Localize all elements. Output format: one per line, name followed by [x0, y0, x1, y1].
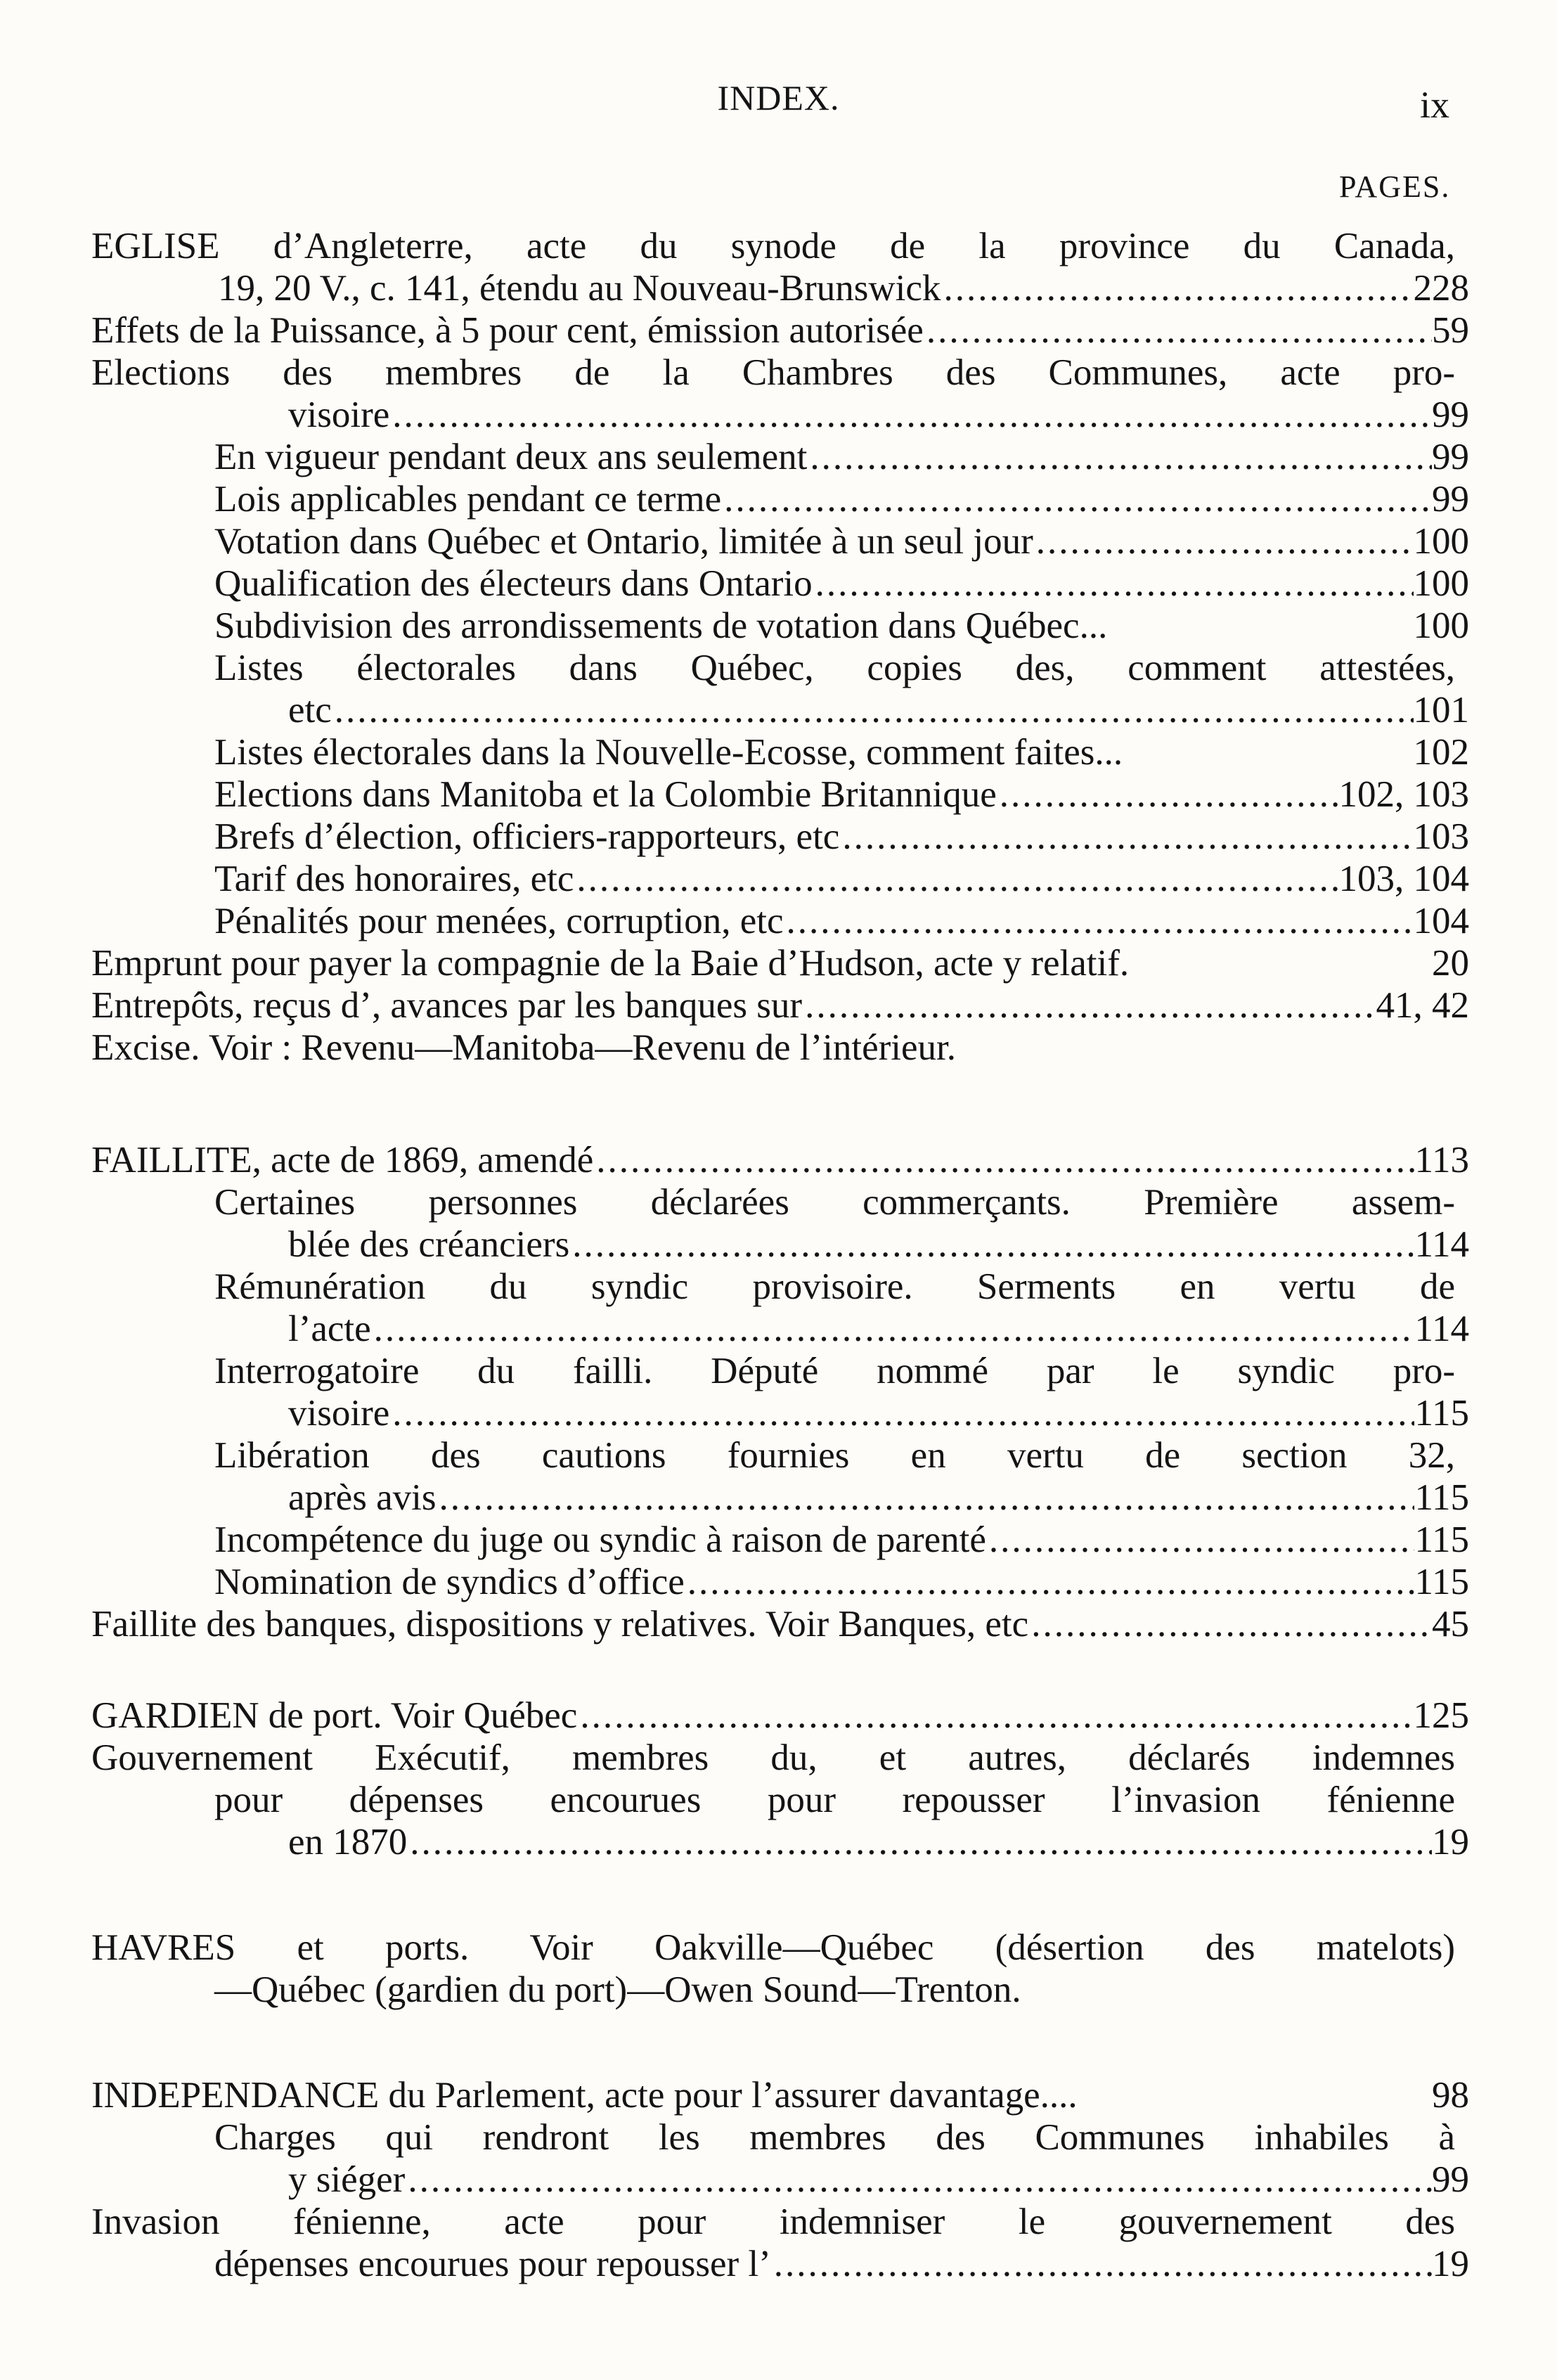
dot-leader — [392, 394, 1432, 436]
dot-leader — [374, 1308, 1415, 1350]
index-entry-text: l’acte — [288, 1308, 371, 1349]
dot-leader — [810, 436, 1432, 478]
index-line — [218, 267, 1469, 309]
index-entry-text: Listes électorales dans la Nouvelle-Ecosse, comment faites... — [214, 732, 1123, 773]
page-reference: 114 — [1414, 1224, 1469, 1265]
index-entry-text: EGLISE d’Angleterre, acte du synode de la province du Canada, — [91, 226, 1455, 266]
index-line — [91, 1694, 1469, 1737]
pages-column-heading: PAGES. — [1339, 169, 1451, 204]
dot-leader — [1031, 1603, 1432, 1645]
page-reference: 103, 104 — [1338, 858, 1469, 899]
index-line — [214, 773, 1469, 816]
page-reference: 99 — [1432, 479, 1469, 520]
dot-leader — [572, 1223, 1414, 1266]
index-line — [288, 1392, 1469, 1434]
page-reference: 104 — [1413, 901, 1469, 941]
index-line — [214, 2116, 1455, 2159]
index-entry-text: Elections des membres de la Chambres des Communes, acte pro- — [91, 352, 1455, 393]
index-entry-text: dépenses encourues pour repousser l’ — [214, 2244, 771, 2284]
index-entry-text: Entrepôts, reçus d’, avances par les banques sur — [91, 985, 803, 1026]
page-number: ix — [1420, 84, 1450, 126]
index-line — [214, 1969, 1469, 2011]
index-entry-text: 19, 20 V., c. 141, étendu au Nouveau-Brunswick — [218, 268, 941, 309]
dot-leader — [805, 984, 1376, 1027]
dot-leader — [1036, 520, 1414, 562]
index-entry-text: en 1870 — [288, 1822, 408, 1863]
index-line — [214, 1266, 1455, 1308]
page-reference: 101 — [1413, 690, 1469, 731]
page-reference: 114 — [1414, 1308, 1469, 1349]
dot-leader — [926, 309, 1432, 352]
page-reference: 100 — [1413, 605, 1469, 646]
index-line — [214, 1434, 1455, 1477]
index-entry-text: Listes électorales dans Québec, copies des, comment attestées, — [214, 648, 1455, 688]
index-line — [214, 900, 1469, 942]
index-entry-text: Brefs d’élection, officiers-rapporteurs, etc — [214, 816, 840, 857]
index-line — [91, 1139, 1469, 1181]
index-line — [288, 1223, 1469, 1266]
index-entry-text: etc — [288, 690, 332, 731]
index-line — [288, 1477, 1469, 1519]
index-entry-text: y siéger — [288, 2159, 406, 2200]
index-line — [214, 647, 1455, 689]
index-entry-text: Effets de la Puissance, à 5 pour cent, émission autorisée — [91, 310, 924, 351]
index-line — [91, 225, 1455, 267]
index-entry-text: Nomination de syndics d’office — [214, 1562, 685, 1602]
index-entry-text: Rémunération du syndic provisoire. Serments en vertu de — [214, 1266, 1455, 1307]
dot-leader — [815, 562, 1414, 605]
index-entry-text: visoire — [288, 1393, 390, 1434]
page-reference: 99 — [1432, 437, 1469, 477]
page-reference: 59 — [1432, 310, 1469, 351]
index-entry-text: Excise. Voir : Revenu—Manitoba—Revenu de l’intérieur. — [91, 1027, 957, 1068]
dot-leader — [943, 267, 1413, 309]
dot-leader — [580, 1694, 1413, 1737]
index-entry-text: Tarif des honoraires, etc — [214, 858, 574, 899]
page-reference: 228 — [1413, 268, 1469, 309]
index-line — [288, 689, 1469, 731]
index-line — [214, 1561, 1469, 1603]
index-entry-text: FAILLITE, acte de 1869, amendé — [91, 1140, 594, 1181]
index-line — [214, 1350, 1455, 1392]
index-line — [214, 436, 1469, 478]
index-line — [91, 984, 1469, 1027]
page-reference: 99 — [1432, 394, 1469, 435]
index-entry-text: Lois applicables pendant ce terme — [214, 479, 722, 520]
page-reference: 115 — [1414, 1519, 1469, 1560]
index-entry-text: blée des créanciers — [288, 1224, 570, 1265]
index-entry-text: —Québec (gardien du port)—Owen Sound—Trenton. — [214, 1969, 1021, 2010]
index-entry-text: HAVRES et ports. Voir Oakville—Québec (désertion des matelots) — [91, 1927, 1455, 1968]
index-line — [214, 858, 1469, 900]
index-line — [288, 1821, 1469, 1863]
page-reference: 125 — [1413, 1695, 1469, 1736]
index-line — [214, 478, 1469, 520]
index-line — [91, 2201, 1455, 2243]
page-reference: 99 — [1432, 2159, 1469, 2200]
index-entry-text: INDEPENDANCE du Parlement, acte pour l’assurer davantage.... — [91, 2075, 1078, 2116]
index-line — [91, 942, 1469, 984]
index-entry-text: Faillite des banques, dispositions y relatives. Voir Banques, etc — [91, 1604, 1029, 1645]
dot-leader — [842, 816, 1413, 858]
dot-leader — [687, 1561, 1415, 1603]
index-entry-text: Votation dans Québec et Ontario, limitée à un seul jour — [214, 521, 1033, 562]
dot-leader — [1000, 773, 1339, 816]
page-reference: 45 — [1432, 1604, 1469, 1645]
index-line — [214, 1519, 1469, 1561]
index-entry-text: Qualification des électeurs dans Ontario — [214, 563, 813, 604]
index-line — [91, 1737, 1455, 1779]
index-entry-text: En vigueur pendant deux ans seulement — [214, 437, 808, 477]
index-line — [214, 731, 1469, 773]
index-entry-text: après avis — [288, 1477, 437, 1518]
index-line — [288, 2159, 1469, 2201]
index-line — [91, 2074, 1469, 2116]
dot-leader — [576, 858, 1338, 900]
page-reference: 20 — [1432, 943, 1469, 984]
index-entry-text: GARDIEN de port. Voir Québec — [91, 1695, 578, 1736]
index-line — [214, 562, 1469, 605]
index-line — [214, 605, 1469, 647]
page-reference: 115 — [1414, 1562, 1469, 1602]
index-line — [214, 2243, 1469, 2285]
index-line — [91, 352, 1455, 394]
index-line — [288, 1308, 1469, 1350]
index-entry-text: Gouvernement Exécutif, membres du, et autres, déclarés indemnes — [91, 1737, 1455, 1778]
index-entry-text: Certaines personnes déclarées commerçants. Première assem- — [214, 1182, 1455, 1223]
dot-leader — [335, 689, 1414, 731]
index-line — [91, 1027, 1469, 1069]
page-reference: 100 — [1413, 563, 1469, 604]
page-reference: 113 — [1414, 1140, 1469, 1181]
page-reference: 19 — [1432, 1822, 1469, 1863]
index-entry-text: Libération des cautions fournies en vertu de section 32, — [214, 1435, 1455, 1476]
page-reference: 98 — [1432, 2075, 1469, 2116]
page-title: INDEX. — [717, 78, 840, 117]
index-line — [214, 1779, 1455, 1821]
dot-leader — [786, 900, 1413, 942]
dot-leader — [774, 2243, 1432, 2285]
index-entry-text: Invasion fénienne, acte pour indemniser le gouvernement des — [91, 2201, 1455, 2242]
index-line — [91, 1926, 1455, 1969]
dot-leader — [989, 1519, 1415, 1561]
index-entry-text: Emprunt pour payer la compagnie de la Baie d’Hudson, acte y relatif. — [91, 943, 1130, 984]
page-reference: 103 — [1413, 816, 1469, 857]
index-line — [214, 520, 1469, 562]
dot-leader — [392, 1392, 1414, 1434]
index-entry-text: Elections dans Manitoba et la Colombie Britannique — [214, 774, 997, 815]
index-entry-text: Pénalités pour menées, corruption, etc — [214, 901, 784, 941]
dot-leader — [724, 478, 1432, 520]
index-line — [288, 394, 1469, 436]
page-reference: 100 — [1413, 521, 1469, 562]
index-entry-text: Incompétence du juge ou syndic à raison de parenté — [214, 1519, 986, 1560]
index-line — [91, 309, 1469, 352]
index-entry-text: visoire — [288, 394, 390, 435]
page-reference: 102, 103 — [1338, 774, 1469, 815]
page-reference: 41, 42 — [1376, 985, 1469, 1026]
index-entry-text: Charges qui rendront les membres des Communes inhabiles à — [214, 2117, 1455, 2158]
index-line — [214, 1181, 1455, 1223]
index-entry-text: pour dépenses encourues pour repousser l’invasion fénienne — [214, 1780, 1455, 1820]
page-reference: 115 — [1414, 1393, 1469, 1434]
index-line — [214, 816, 1469, 858]
index-line — [91, 1603, 1469, 1645]
index-entry-text: Interrogatoire du failli. Député nommé par le syndic pro- — [214, 1351, 1455, 1391]
dot-leader — [408, 2159, 1432, 2201]
index-entry-text: Subdivision des arrondissements de votation dans Québec... — [214, 605, 1108, 646]
page-reference: 19 — [1432, 2244, 1469, 2284]
page-reference: 102 — [1413, 732, 1469, 773]
dot-leader — [410, 1821, 1432, 1863]
page-reference: 115 — [1414, 1477, 1469, 1518]
dot-leader — [439, 1477, 1414, 1519]
dot-leader — [596, 1139, 1414, 1181]
